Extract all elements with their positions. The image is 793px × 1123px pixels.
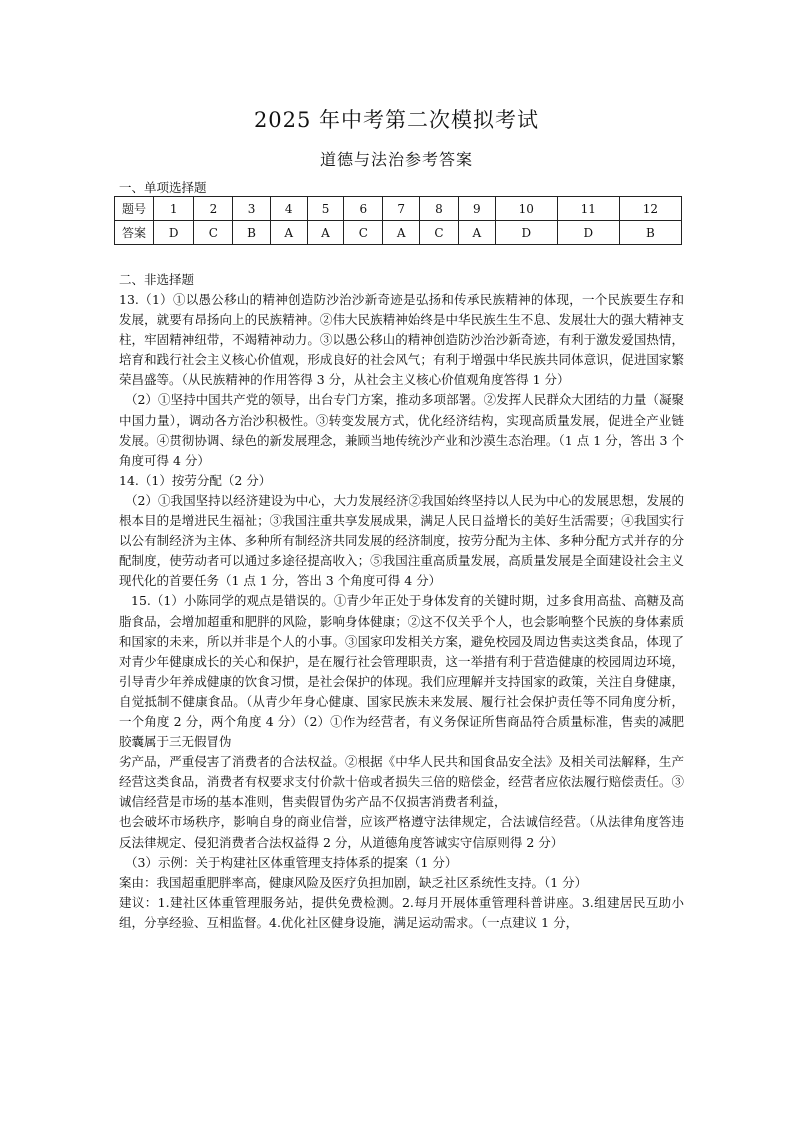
answer-paragraph-15-2a: 劣产品，严重侵害了消费者的合法权益。②根据《中华人民共和国食品安全法》及相关司法解释，生产经营这类食品，消费者有权要求支付价款十倍或者损失三倍的赔偿金，经营者应依法履行赔偿责任。③诚信经营是市场的基本准则，售卖假冒伪劣产品不仅损害消费者利益，	[119, 754, 684, 810]
answer-paragraph-13-1: 13.（1）①以愚公移山的精神创造防沙治沙新奇迹是弘扬和传承民族精神的体现，一个民族要生存和发展，就要有昂扬向上的民族精神。②伟大民族精神始终是中华民族生生不息、发展壮大的强大精神支柱，牢固精神纽带，不竭精神动力。③以愚公移山的精神创造防沙治沙新奇迹，有利于激发爱国热情，培育和践行社会主义核心价值观，形成良好的社会风气；有利于增强中华民族共同体意识，促进国家繁荣昌盛等。（从民族精神的作用答得 3 分，从社会主义核心价值观角度答得 1 分）	[119, 292, 684, 388]
answer-cell: A	[270, 221, 307, 245]
answer-cell: C	[420, 221, 459, 245]
table-row-answers	[115, 221, 682, 245]
answer-paragraph-15-2b: 也会破坏市场秩序，影响自身的商业信誉，应该严格遵守法律规定，合法诚信经营。（从法律角度答违反法律规定、侵犯消费者合法权益得 2 分，从道德角度答诚实守信原则得 2 分）	[119, 814, 684, 850]
answer-cell: C	[194, 221, 233, 245]
section-heading-multiple-choice: 一、单项选择题	[119, 180, 207, 195]
question-number: 1	[154, 197, 194, 221]
row-label-number: 题号	[115, 197, 154, 221]
answer-paragraph-15-3-case: 案由：我国超重肥胖率高，健康风险及医疗负担加剧，缺乏社区系统性支持。（1 分）	[119, 874, 588, 890]
question-number: 8	[420, 197, 459, 221]
answer-cell: D	[557, 221, 619, 245]
answer-cell: A	[383, 221, 420, 245]
question-number: 11	[557, 197, 619, 221]
page-subtitle: 道德与法治参考答案	[319, 150, 473, 169]
answer-cell: A	[307, 221, 344, 245]
answer-cell: B	[233, 221, 270, 245]
row-label-answer: 答案	[115, 221, 154, 245]
answer-paragraph-15-3: （3）示例：关于构建社区体重管理支持体系的提案（1 分）	[125, 854, 458, 870]
question-number: 4	[270, 197, 307, 221]
answer-cell: D	[495, 221, 557, 245]
question-number: 7	[383, 197, 420, 221]
answer-paragraph-15-3-suggestions: 建议：1.建社区体重管理服务站，提供免费检测。2.每月开展体重管理科普讲座。3.组建居民互助小组，分享经验、互相监督。4.优化社区健身设施，满足运动需求。（一点建议 1 分，	[119, 894, 684, 930]
question-number: 9	[458, 197, 495, 221]
answer-cell: C	[344, 221, 383, 245]
question-number: 5	[307, 197, 344, 221]
answer-cell: A	[458, 221, 495, 245]
section-heading-non-choice: 二、非选择题	[119, 272, 195, 287]
answer-paragraph-13-2: （2）①坚持中国共产党的领导，出台专门方案，推动多项部署。②发挥人民群众大团结的力量（凝聚中国力量），调动各方治沙积极性。③转变发展方式，优化经济结构，实现高质量发展，促进全产业链发展。④贯彻协调、绿色的新发展理念，兼顾当地传统沙产业和沙漠生态治理。（1 点 1 分，答出 3 个角度可得 4 分）	[119, 392, 684, 468]
answer-table	[114, 196, 682, 245]
answer-cell: B	[619, 221, 681, 245]
question-number: 12	[619, 197, 681, 221]
table-row-numbers	[115, 197, 682, 221]
answer-cell: D	[154, 221, 194, 245]
page-title: 2025 年中考第二次模拟考试	[253, 108, 540, 132]
answer-paragraph-15-1: 15.（1）小陈同学的观点是错误的。①青少年正处于身体发育的关键时期，过多食用高盐、高糖及高脂食品，会增加超重和肥胖的风险，影响身体健康；②这不仅关乎个人，也会影响整个民族的身体素质和国家的未来，所以并非是个人的小事。③国家印发相关方案，避免校园及周边售卖这类食品，体现了对青少年健康成长的关心和保护，是在履行社会管理职责，这一举措有利于营造健康的校园周边环境，引导青少年养成健康的饮食习惯，是社会保护的体现。我们应理解并支持国家的政策，关注自身健康，自觉抵制不健康食品。（从青少年身心健康、国家民族未来发展、履行社会保护责任等不同角度分析，一个角度 2 分，两个角度 4 分）（2）①作为经营者，有义务保证所售商品符合质量标准，售卖的减肥胶囊属于三无假冒伪	[119, 593, 684, 750]
question-number: 10	[495, 197, 557, 221]
question-number: 3	[233, 197, 270, 221]
answer-paragraph-14-2: （2）①我国坚持以经济建设为中心，大力发展经济②我国始终坚持以人民为中心的发展思想，发展的根本目的是增进民生福祉；③我国注重共享发展成果，满足人民日益增长的美好生活需要；④我国实行以公有制经济为主体、多种所有制经济共同发展的经济制度，按劳分配为主体、多种分配方式并存的分配制度，使劳动者可以通过多途径提高收入；⑤我国注重高质量发展，高质量发展是全面建设社会主义现代化的首要任务（1 点 1 分，答出 3 个角度可得 4 分）	[119, 492, 684, 589]
answer-body	[119, 290, 684, 933]
question-number: 2	[194, 197, 233, 221]
answer-paragraph-14-1: 14.（1）按劳分配（2 分）	[119, 472, 272, 488]
question-number: 6	[344, 197, 383, 221]
